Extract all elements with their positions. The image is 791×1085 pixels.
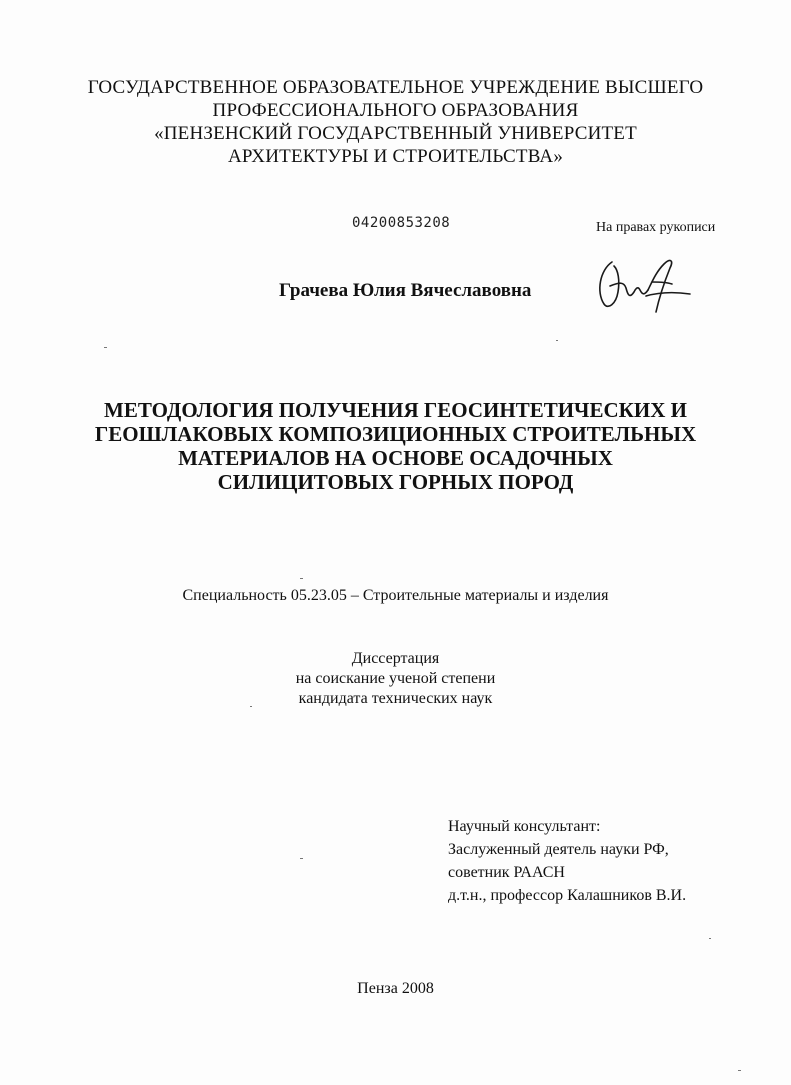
consultant-block	[448, 815, 686, 907]
degree-block	[260, 649, 531, 709]
document-number: 04200853208	[352, 215, 451, 231]
place-and-year: Пенза 2008	[357, 980, 434, 997]
title-line: ГЕОШЛАКОВЫХ КОМПОЗИЦИОННЫХ СТРОИТЕЛЬНЫХ	[94, 422, 697, 446]
consultant-line: советник РААСН	[448, 864, 565, 881]
scan-speck	[709, 938, 711, 939]
institution-line: ГОСУДАРСТВЕННОЕ ОБРАЗОВАТЕЛЬНОЕ УЧРЕЖДЕНИЕ ВЫСШЕГО	[87, 77, 704, 98]
scan-speck	[250, 706, 252, 707]
scan-speck	[104, 347, 107, 348]
degree-line: на соискание ученой степени	[295, 670, 496, 687]
scan-speck	[556, 340, 558, 341]
institution-line: «ПЕНЗЕНСКИЙ ГОСУДАРСТВЕННЫЙ УНИВЕРСИТЕТ	[154, 123, 637, 144]
handwritten-signature-icon	[590, 252, 700, 322]
institution-line: ПРОФЕССИОНАЛЬНОГО ОБРАЗОВАНИЯ	[212, 100, 579, 121]
scan-speck	[300, 858, 303, 859]
consultant-line: Заслуженный деятель науки РФ,	[448, 841, 669, 858]
degree-line: Диссертация	[351, 650, 440, 667]
dissertation-title	[60, 398, 731, 494]
consultant-line: д.т.н., профессор Калашников В.И.	[448, 887, 687, 904]
degree-line: кандидата технических наук	[298, 690, 493, 707]
title-line: МАТЕРИАЛОВ НА ОСНОВЕ ОСАДОЧНЫХ	[178, 446, 613, 470]
title-line: СИЛИЦИТОВЫХ ГОРНЫХ ПОРОД	[217, 470, 574, 494]
institution-line: АРХИТЕКТУРЫ И СТРОИТЕЛЬСТВА»	[227, 146, 564, 167]
scan-speck	[300, 578, 303, 579]
title-line: МЕТОДОЛОГИЯ ПОЛУЧЕНИЯ ГЕОСИНТЕТИЧЕСКИХ И	[104, 398, 687, 422]
scan-speck	[738, 1070, 741, 1071]
author-name: Грачева Юлия Вячеславовна	[279, 280, 532, 301]
consultant-line: Научный консультант:	[448, 818, 601, 835]
specialty-line: Специальность 05.23.05 – Строительные материалы и изделия	[182, 587, 609, 604]
manuscript-note: На правах рукописи	[596, 220, 716, 235]
institution-header	[60, 76, 731, 168]
